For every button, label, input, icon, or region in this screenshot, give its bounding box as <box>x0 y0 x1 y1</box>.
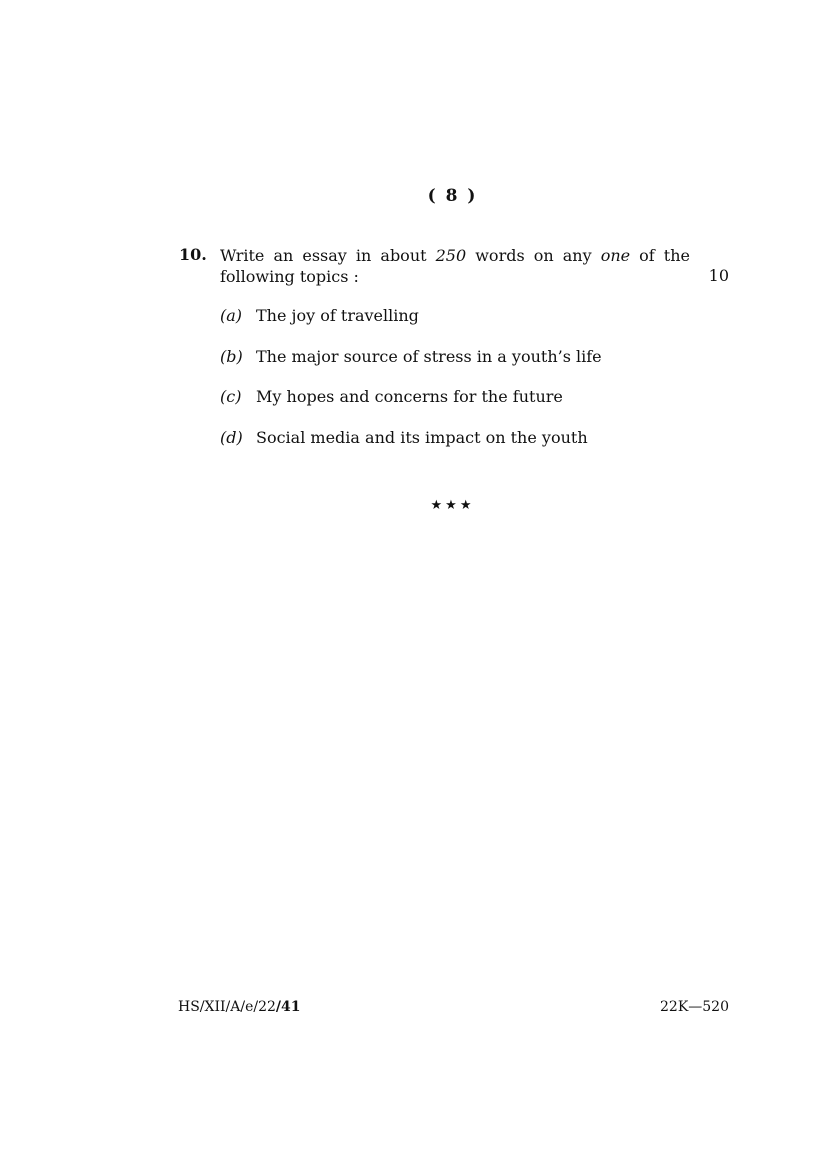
option-c <box>220 386 720 427</box>
question-marks: 10 <box>708 266 729 285</box>
paper-code-prefix: HS/XII/A/e/22 <box>178 999 276 1015</box>
option-b <box>220 346 720 387</box>
option-a <box>220 305 720 346</box>
paper-code-suffix: /41 <box>275 999 301 1015</box>
option-text: The joy of travelling <box>256 306 419 325</box>
option-label: (d) <box>220 427 243 447</box>
end-of-paper-stars: ★★★ <box>430 498 475 513</box>
question-text-part2: words on any <box>466 246 601 265</box>
question-text-part1: Write an essay in about <box>220 246 436 265</box>
option-text: My hopes and concerns for the future <box>256 387 563 406</box>
option-text: Social media and its impact on the youth <box>256 427 588 447</box>
option-d <box>220 427 720 468</box>
option-text: The major source of stress in a youth’s life <box>256 346 602 366</box>
print-code: 22K—520 <box>660 999 729 1015</box>
topic-options <box>220 305 720 467</box>
emphasis-word: one <box>600 246 631 265</box>
paper-code <box>178 999 301 1015</box>
option-label: (b) <box>220 346 243 366</box>
option-label: (c) <box>220 387 242 406</box>
option-label: (a) <box>220 306 243 325</box>
question-number: 10. <box>179 245 207 264</box>
question-text-part3: of the following topics : <box>220 246 691 286</box>
question-text <box>220 245 690 287</box>
word-count: 250 <box>435 246 467 265</box>
page-number: ( 8 ) <box>427 186 478 206</box>
